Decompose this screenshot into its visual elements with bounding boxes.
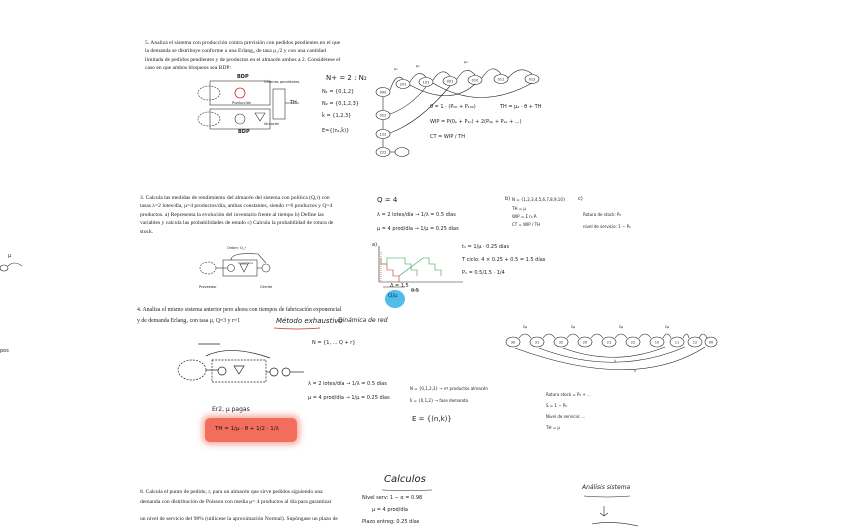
p3-line: productos. a) Representa la evolución del inventario frente al tiempo b) Define las [140, 211, 324, 218]
p4-note: N = {1, ... Q + r} [312, 340, 356, 346]
p3-line: 3. Calcula las medidas de rendimiento del almacén del sistema con política (Q,r) con [140, 195, 330, 201]
p3-given: Q = 4 [377, 196, 398, 204]
p3-side-note: t₁ = 1/μ · 0.25 días [462, 244, 510, 250]
p5-chain-state: 201 [399, 82, 407, 87]
p5-chain-state: 222 [379, 150, 387, 155]
p4-chain-state: 12 [692, 340, 698, 345]
p3-part-b-line: CT = WIP / TH [512, 222, 541, 227]
p4-header-network: Dinámica de red [338, 317, 388, 324]
p8-note: Plazo entreg: 0.25 días [362, 519, 420, 525]
p5-line: limitada de pedidos pendientes y de productos en el almacén ambos a 2. Considérese el [145, 56, 341, 63]
p8-note: μ = 4 prod/día [372, 507, 408, 513]
p8-title: Calculos [384, 474, 426, 485]
p3-label-inventory: Inventario [238, 261, 254, 265]
p3-part-c-line: Rotura de stock: P₀ [583, 212, 622, 217]
p5-label-bdp-bottom: BDP [238, 129, 250, 135]
p4-chain-state: 22 [630, 340, 636, 345]
p3-label-client: Cliente [260, 285, 273, 289]
p5-label-bdp-top: BDP [237, 74, 249, 80]
p3-part-a: a) [372, 242, 378, 248]
p3-blue-mark: Q/μ [388, 293, 398, 299]
p3-side-note: P₁ = 0.5/1.5 · 1/4 [462, 270, 505, 276]
p4-right-note: S = 1 − P₀ [546, 403, 567, 408]
p5-chain-state: 022 [379, 113, 387, 118]
p3-label-supplier: Proveedor [199, 285, 217, 289]
p3-part-b: b) [505, 196, 511, 202]
p3-diagram [198, 250, 278, 284]
p5-measure: CT = WIP / TH [430, 134, 466, 140]
p4-chain-state: 11 [674, 340, 680, 345]
p3-given: μ = 4 prod/día → 1/μ = 0.25 días [377, 226, 459, 232]
p4-chain-state: 10 [654, 340, 660, 345]
p5-line: la demanda se distribuye conforme a una Erlang₂ de tasa μ₁/2 y con una cantidad [145, 48, 326, 55]
p3-part-b-line: TH = μ [512, 206, 526, 211]
p5-label-th: TH [290, 100, 297, 106]
p5-chain-rate: μ₂ [416, 64, 420, 68]
p5-line: 5. Analiza el sistema con producción contra previsión con pedidos pendientes en el que [145, 40, 341, 46]
p4-note: μ = 4 prod/día → 1/μ = 0.25 días [308, 395, 390, 401]
p5-label-store: Almacén [264, 122, 280, 126]
p8-line: un nivel de servicio del 98% (utilícese la aproximación Normal). Supóngase un plazo de [140, 516, 338, 522]
p3-part-c: c) [578, 196, 583, 202]
left-edge-note: pos [0, 348, 9, 354]
problem-5-text [145, 39, 340, 73]
p5-chain-state: 011 [497, 77, 505, 82]
problem-3-text [140, 194, 333, 236]
p4-header-exhaustive: Método exhaustivo [276, 317, 343, 325]
p4-state-def: k̄ = {0,1,2} → fase demanda [410, 398, 468, 403]
p3-line: variables y calcula las probabilidades de estado c) Calcula la probabilidad de rotura de [140, 220, 334, 227]
p3-part-b-line: WIP = Σ nᵢ Pᵢ [512, 214, 537, 219]
p4-chain-rate: 2μ [664, 325, 670, 329]
p8-right-sketch [582, 494, 642, 530]
p4-chain-state: 32 [558, 340, 564, 345]
p5-chain-state: 101 [422, 80, 430, 85]
p8-right-title: Análisis sistema [582, 484, 631, 491]
p4-diagram [170, 336, 310, 396]
p4-highlight-note [205, 418, 297, 442]
p8-line: 8. Calcula el punto de pedido, r, para un almacén que sirve pedidos siguiendo una [140, 489, 323, 495]
p3-axis-label: 0.5 [411, 288, 419, 294]
p5-note: E={(n₁,k̄)} [322, 128, 350, 134]
p5-chain-state: 001 [446, 79, 454, 84]
p5-diagram [195, 75, 305, 135]
p8-line: demanda con distribución de Poisson con media μ= 4 productos al día para garantizar [140, 498, 332, 505]
p4-chain-rate: 2μ [570, 325, 576, 329]
p4-header-underline [272, 326, 322, 330]
p5-line: caso en que ambos bloqueos sea BDP: [145, 65, 232, 72]
p3-side-note: T ciclo: 4 × 0.25 + 0.5 = 1.5 días [462, 257, 546, 263]
p3-part-b-line: N = {1,2,3,4,5,6,7,8,9,10} [512, 197, 566, 202]
p8-note: Nivel serv: 1 − α = 0.98 [362, 495, 423, 501]
p4-chain-rate: λ [613, 359, 617, 363]
p5-chain-state: 122 [379, 132, 387, 137]
p4-chain-rate: λ [633, 369, 637, 373]
p3-label-order: Orden: Q_r [227, 246, 246, 250]
left-edge-note: μ [8, 253, 12, 259]
problem-8-text [140, 488, 338, 525]
p3-inventory-plot [375, 244, 465, 294]
p5-label-production: Producción [232, 101, 252, 105]
p4-erlang-note: Er2, μ pagas [212, 406, 250, 413]
p5-measure: TH = μ₂ · θ + TH [500, 104, 542, 110]
p4-right-note: TH = μ [546, 425, 560, 430]
p4-markov-chain [495, 322, 715, 382]
p8-title-underline [380, 488, 435, 492]
p5-chain-state: 010 [471, 78, 479, 83]
p5-note: N+ = 2 : N₂ [326, 74, 367, 82]
left-edge-sketch [0, 258, 26, 278]
p4-chain-state: 31 [534, 340, 540, 345]
p4-line: 4. Analiza el mismo sistema anterior pero ahora con tiempos de fabricación exponencial [137, 307, 342, 313]
p4-line: y de demanda Erlang₂ con tasa μ, Q=3 y r=1 [137, 318, 241, 325]
p5-chain-state: 000 [379, 90, 387, 95]
p3-given: λ = 2 lotes/día → 1/λ = 0.5 días [377, 212, 456, 218]
p3-line: stock. [140, 228, 154, 235]
p5-chain-rate: μ₃ [464, 60, 468, 64]
p5-chain-state: 012 [528, 77, 536, 82]
p5-measure: WIP = P(0ₚ + P₁ₚ) + 2(P₂ₚ + P₂ₛ + ...) [430, 119, 522, 125]
p5-note: N₁ = {0,1,2} [322, 89, 355, 95]
p4-chain-rate: 2μ [618, 325, 624, 329]
p4-state-def: N = {0,1,2,3} → nº productos almacén [410, 386, 488, 391]
p5-note: N₂ = {0,1,2,3} [322, 101, 359, 107]
p4-sticky-text: TH = 1/μ · θ + 1/2 · 1/λ [215, 426, 279, 432]
p3-axis-label: Δ = 1.5 [390, 283, 409, 289]
p4-chain-rate: 2μ [522, 325, 528, 329]
p5-note: k̄ = {1,2,3} [322, 113, 352, 119]
p5-chain-rate: μ₁ [394, 67, 398, 71]
p4-chain-state: 21 [606, 340, 612, 345]
p3-part-c-line: nivel de servicio: 1 − P₀ [583, 224, 631, 229]
p4-chain-state: 00 [708, 340, 714, 345]
p4-chain-state: 20 [582, 340, 588, 345]
p4-chain-state: 30 [510, 340, 516, 345]
p3-line: tasas λ=2 lotes/día, μ=4 productos/día, ambas constantes, siendo r=6 productos y Q=4 [140, 203, 333, 210]
p5-measure: θ = 1 · (P₀₀ + P₁₀₀) [430, 104, 476, 110]
p4-note: λ = 2 lotes/día → 1/λ = 0.5 días [308, 381, 387, 387]
p5-label-orders: Órdenes pendientes [264, 80, 300, 84]
p4-right-note: Nivel de servicio: ... [546, 414, 586, 419]
p4-state-space: E = {(n,k)} [412, 415, 452, 423]
p4-right-note: Rotura stock = P₀ + ... [546, 392, 591, 397]
